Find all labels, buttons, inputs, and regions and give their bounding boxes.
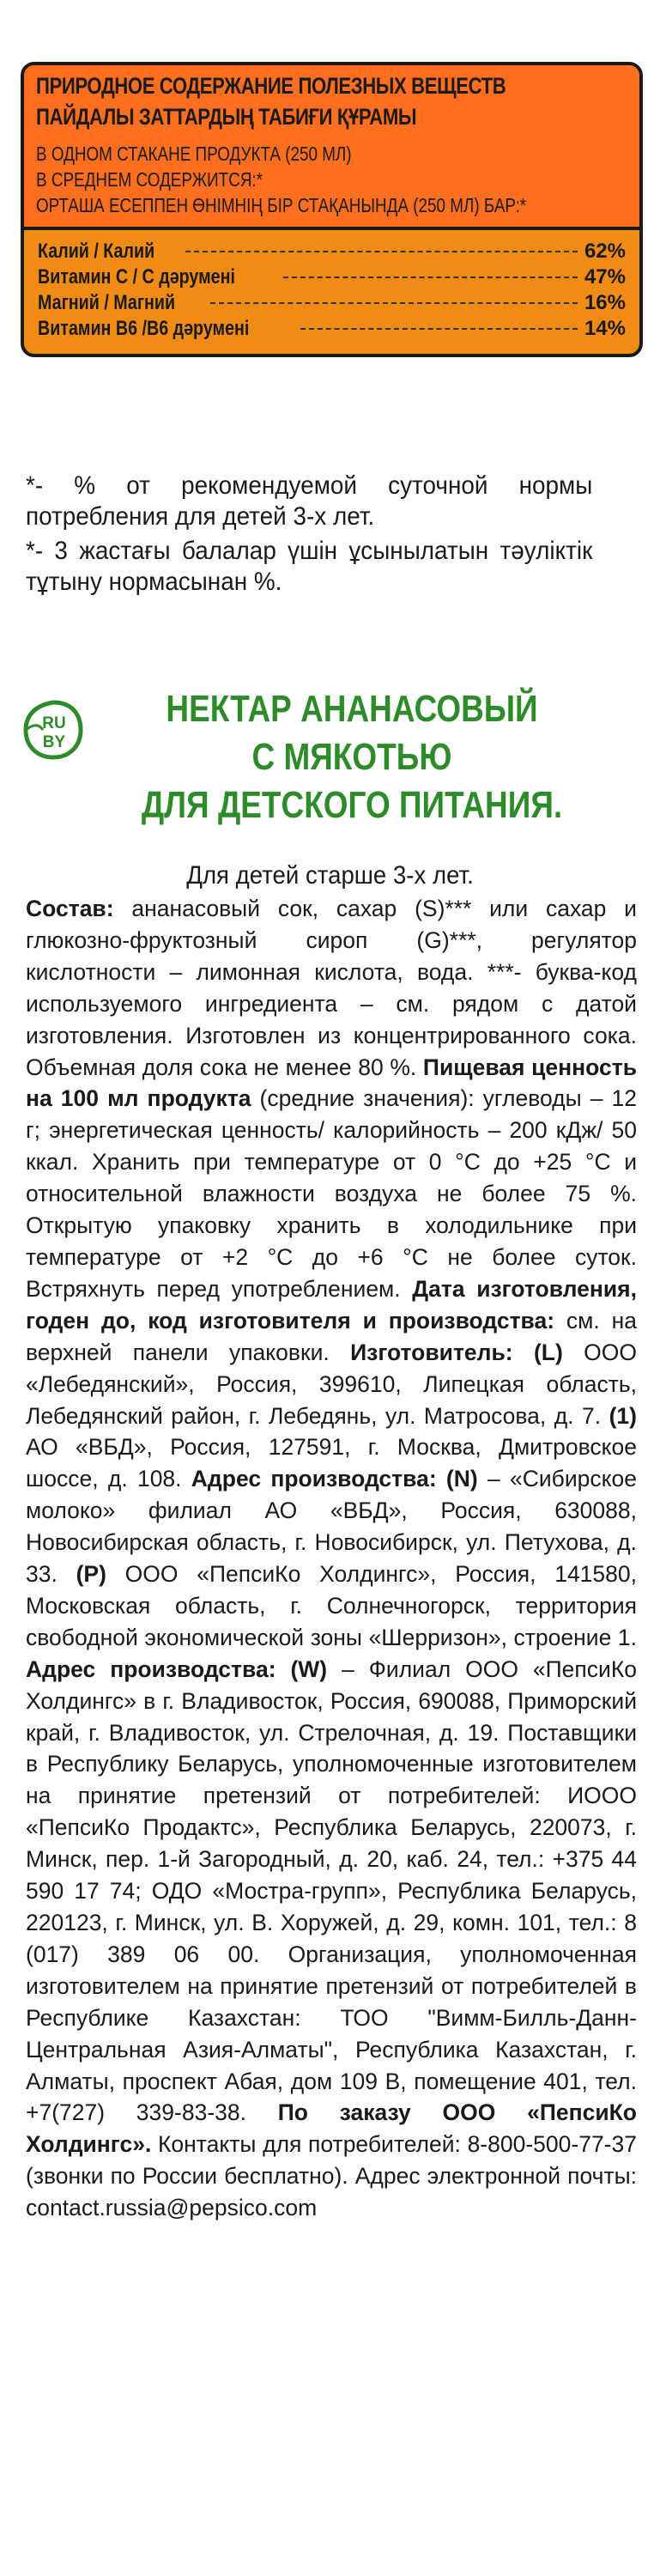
nutrient-value: 16% — [584, 291, 626, 314]
leader-dots — [210, 302, 578, 304]
nutrient-label: Витамин В6 /В6 дәрумені — [38, 317, 250, 340]
ru-by-leaf-icon — [22, 699, 84, 761]
product-title — [77, 685, 627, 829]
nutrition-header — [24, 65, 639, 230]
production-address-label-1: Адрес производства: (N) — [191, 1466, 478, 1492]
manufacturer-label: Изготовитель: (L) — [350, 1339, 563, 1365]
footnote-kz: *- 3 жастағы балалар үшін ұсынылатын тәуліктік тұтыну нормасынан %. — [26, 537, 593, 596]
manufacturer-text-2: АО «ВБД», Россия, 127591, г. Москва, Дмитровское шоссе, д. 108. — [26, 1434, 637, 1492]
nutrition-title-ru: ПРИРОДНОЕ СОДЕРЖАНИЕ ПОЛЕЗНЫХ ВЕЩЕСТВ — [36, 73, 506, 99]
product-title-line-2: С МЯКОТЬЮ — [251, 736, 452, 778]
leader-dots — [185, 251, 578, 252]
nutrition-row — [38, 316, 626, 342]
composition-label: Состав: — [26, 896, 114, 921]
nutrition-rows — [24, 230, 639, 354]
nutrition-box — [21, 62, 643, 357]
consumer-contacts: Контакты для потребителей: 8-800-500-77-37 (звонки по России бесплатно). Адрес электронной почты: contact.russia@pepsico.com — [26, 2131, 637, 2221]
badge-top-text: RU — [42, 714, 66, 732]
nutrition-title-kz: ПАЙДАЛЫ ЗАТТАРДЫҢ ТАБИҒИ ҚҰРАМЫ — [36, 104, 417, 130]
nutrition-row — [38, 264, 626, 290]
nutrient-value: 62% — [584, 240, 626, 263]
production-address-text-2: – Филиал ООО «ПепсиКо Холдингс» в г. Владивосток, Россия, 690088, Приморский край, г. Владивосток, ул. Стрелочная, д. 19. Поставщики в Республику Беларусь, уполномоченные изготовителем на принятие претензий от потребителей: ИООО «ПепсиКо Продактс», Республика Беларусь, 220073, г. Минск, пер. 1-й Загородный, д. 20, каб. 24, тел.: +375 44 590 17 74; ОДО «Мостра-групп», Республика Беларусь, 220123, г. Минск, ул. В. Хоружей, д. 29, комн. 101, тел.: 8 (017) 389 06 00. Организация, уполномоченная изготовителем на принятие претензий от потребителей в Республике Казахстан: ТОО "Вимм-Билль-Данн-Центральная Азия-Алматы", Республика Казахстан, г. Алматы, проспект Абая, дом 109 В, помещение 401, тел. +7(727) 339-83-38. — [26, 1656, 637, 2126]
nutrient-label: Магний / Магний — [38, 291, 176, 314]
nutrition-row — [38, 290, 626, 316]
nutrition-subtitle-ru-2: В СРЕДНЕМ СОДЕРЖИТСЯ:* — [36, 168, 263, 191]
nutrient-label: Витамин С / С дәрумені — [38, 265, 235, 289]
badge-bottom-text: BY — [42, 733, 66, 751]
production-address-text-1: – «Сибирское молоко» филиал АО «ВБД», Россия, 630088, Новосибирская область, г. Новосибирск, ул. Петухова, д. 33. — [26, 1466, 637, 1588]
product-title-line-3: ДЛЯ ДЕТСКОГО ПИТАНИЯ. — [141, 784, 563, 826]
leader-dots — [300, 328, 578, 330]
nutrition-row — [38, 239, 626, 264]
date-code-label: Дата изготовления, годен до, код изготовителя и производства: — [26, 1275, 637, 1334]
nutrient-value: 14% — [584, 317, 626, 340]
age-note: Для детей старше 3-х лет. — [186, 861, 474, 890]
leader-dots — [283, 276, 578, 278]
nutrition-values-text: (средние значения): углеводы – 12 г; энергетическая ценность/ калорийность – 200 кДж/ 50 ккал. Хранить при температуре от 0 °С до +25 °С и относительной влажности воздуха не более 75 %. Открытую упаковку хранить в холодильнике при температуре от +2 °С до +6 °С не более суток. Встряхнуть перед употреблением. — [26, 1085, 637, 1302]
nutrient-value: 47% — [584, 265, 626, 289]
nutrition-value-label: Пищевая ценность на 100 мл продукта — [26, 1054, 637, 1112]
footnote-ru: *- % от рекомендуемой суточной нормы потребления для детей 3-х лет. — [26, 471, 593, 531]
nutrition-subtitle-kz: ОРТАША ЕСЕППЕН ӨНІМНІҢ БІР СТАҚАНЫНДА (250 МЛ) БАР:* — [36, 194, 527, 216]
nutrition-subtitle-ru-1: В ОДНОМ СТАКАНЕ ПРОДУКТА (250 МЛ) — [36, 143, 352, 165]
production-address-label-2: Адрес производства: (W) — [26, 1656, 328, 1682]
plant-code-2: (P) — [76, 1561, 106, 1588]
manufacturer-text-3: ООО «ПепсиКо Холдингс», Россия, 141580, Московская область, г. Солнечногорск, территория свободной экономической зоны «Шерризон», строение 1. — [26, 1561, 637, 1650]
order-label: По заказу ООО «ПепсиКо Холдингс». — [26, 2099, 637, 2158]
plant-code-1: (1) — [609, 1402, 637, 1429]
product-title-line-1: НЕКТАР АНАНАСОВЫЙ — [166, 688, 538, 730]
nutrient-label: Калий / Калий — [38, 240, 155, 263]
composition-ingredients: ананасовый сок, сахар (S)*** или сахар и глюкозно-фруктозный сироп (G)***, регулятор кислотности – лимонная кислота, вода. ***- буква-код используемого ингредиента – см. рядом с датой изготовления. Изготовлен из концентрированного сока. Объемная доля сока не менее 80 %. — [26, 896, 637, 1080]
composition-text — [26, 893, 637, 2224]
date-code-text: см. на верхней панели упаковки. — [26, 1307, 637, 1365]
manufacturer-text: ООО «Лебедянский», Россия, 399610, Липецкая область, Лебедянский район, г. Лебедянь, ул. Матросова, д. 7. — [26, 1339, 638, 1429]
